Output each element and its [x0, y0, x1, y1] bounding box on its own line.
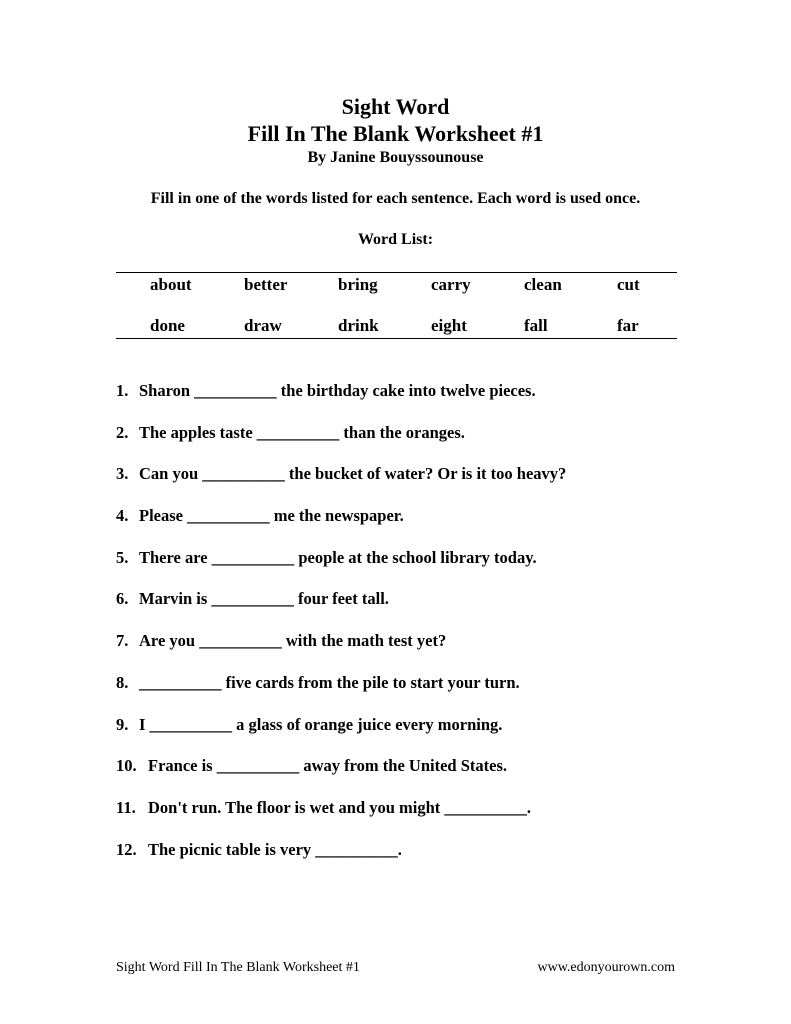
word-list-item: carry [431, 275, 471, 294]
sentence-number: 9. [116, 714, 129, 734]
word-list-item: cut [617, 275, 640, 294]
word-list-item: fall [524, 316, 548, 335]
word-list-item: better [244, 275, 288, 294]
sentence-text: The apples taste __________ than the oranges. [139, 422, 465, 442]
sentence-text: France is __________ away from the United States. [148, 756, 507, 776]
footer-website: www.edonyourown.com [537, 960, 675, 975]
sentence-number: 1. [116, 381, 129, 400]
word-list-item: draw [244, 316, 282, 335]
sentence-number: 12. [116, 839, 137, 859]
sentence-number: 7. [116, 631, 129, 651]
word-list-top-rule [116, 272, 677, 273]
word-list-item: about [150, 275, 192, 294]
sentence-item [116, 464, 716, 506]
sentence-item [116, 756, 716, 798]
author-line: By Janine Bouyssounouse [307, 149, 484, 166]
sentence-item [116, 548, 716, 590]
sentence-number: 6. [116, 589, 129, 609]
word-list-item: far [617, 316, 639, 335]
sentence-text: Please __________ me the newspaper. [139, 506, 404, 526]
sentence-text: Are you __________ with the math test yet? [139, 631, 447, 651]
sentence-item [116, 631, 716, 673]
sentence-number: 3. [116, 464, 129, 484]
word-list [150, 275, 697, 336]
sentence-text: Can you __________ the bucket of water? Or is it too heavy? [139, 464, 567, 484]
instructions: Fill in one of the words listed for each sentence. Each word is used once. [150, 190, 641, 207]
sentence-number: 8. [116, 672, 129, 692]
sentence-item [116, 506, 716, 548]
sentence-text: Marvin is __________ four feet tall. [139, 589, 389, 609]
sentence-number: 5. [116, 547, 129, 567]
sentence-item [116, 423, 716, 465]
sentence-text: Sharon __________ the birthday cake into twelve pieces. [139, 381, 536, 400]
sentence-number: 4. [116, 506, 129, 526]
sentence-text: There are __________ people at the school library today. [139, 547, 537, 567]
sentence-number: 10. [116, 756, 137, 776]
word-list-bottom-rule [116, 338, 677, 339]
footer-title: Sight Word Fill In The Blank Worksheet #1 [116, 960, 360, 975]
sentence-number: 2. [116, 422, 129, 442]
sentence-item [116, 798, 716, 840]
sentence-text: I __________ a glass of orange juice every morning. [139, 714, 503, 734]
sentence-list [116, 381, 716, 881]
word-list-item: drink [338, 316, 379, 335]
word-list-label: Word List: [357, 231, 434, 248]
worksheet-title-line1: Sight Word [341, 94, 450, 119]
sentence-item [116, 715, 716, 757]
word-list-item: eight [431, 316, 467, 335]
word-list-item: clean [524, 275, 562, 294]
sentence-text: __________ five cards from the pile to start your turn. [139, 672, 520, 692]
sentence-number: 11. [116, 797, 136, 817]
sentence-item [116, 840, 716, 882]
worksheet-title-line2: Fill In The Blank Worksheet #1 [247, 121, 544, 146]
word-list-item: done [150, 316, 185, 335]
sentence-item [116, 589, 716, 631]
sentence-text: Don't run. The floor is wet and you might __________. [148, 797, 532, 817]
sentence-text: The picnic table is very __________. [148, 839, 402, 859]
sentence-item [116, 381, 716, 423]
sentence-item [116, 673, 716, 715]
word-list-item: bring [338, 275, 378, 294]
